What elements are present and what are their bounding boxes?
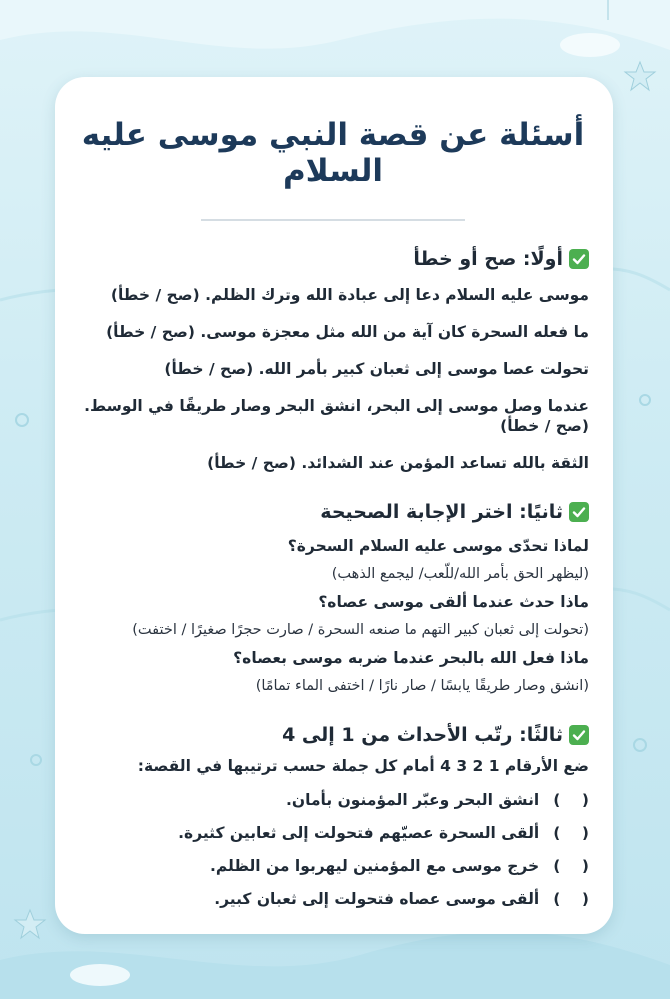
order-blank[interactable]: ( ) <box>553 791 589 809</box>
check-box-icon <box>569 502 589 522</box>
mc-question-3: ماذا فعل الله بالبحر عندما ضربه موسى بعصاه؟ <box>233 649 589 667</box>
tf-item-3: تحولت عصا موسى إلى ثعبان كبير بأمر الله. (صح / خطأ) <box>164 360 589 378</box>
mc-options-2: (تحولت إلى ثعبان كبير التهم ما صنعه السحرة / صارت حجرًا صغيرًا / اختفت) <box>132 622 589 638</box>
section-2-title: ثانيًا: اختر الإجابة الصحيحة <box>320 501 563 523</box>
order-blank[interactable]: ( ) <box>553 890 589 908</box>
ordering-item <box>77 823 589 843</box>
ordering-item-text: ألقى السحرة عصيّهم فتحولت إلى ثعابين كثيرة. <box>178 824 540 842</box>
section-2-heading <box>77 501 589 523</box>
mc-question-2: ماذا حدث عندما ألقى موسى عصاه؟ <box>318 593 589 611</box>
section-3-heading <box>77 724 589 746</box>
check-box-icon <box>569 725 589 745</box>
mc-options-3: (انشق وصار طريقًا يابسًا / صار نارًا / اختفى الماء تمامًا) <box>255 678 589 694</box>
check-box-icon <box>569 249 589 269</box>
tf-item-5: الثقة بالله تساعد المؤمن عند الشدائد. (صح / خطأ) <box>207 454 589 472</box>
ordering-item <box>77 790 589 810</box>
worksheet-card <box>55 77 613 934</box>
ordering-item-text: ألقى موسى عصاه فتحولت إلى ثعبان كبير. <box>214 890 540 908</box>
ordering-item <box>77 889 589 909</box>
order-blank[interactable]: ( ) <box>553 824 589 842</box>
section-true-false <box>77 248 589 473</box>
mc-question-1: لماذا تحدّى موسى عليه السلام السحرة؟ <box>287 537 589 555</box>
ordering-instruction: ضع الأرقام 1 2 3 4 أمام كل جملة حسب ترتيبها في القصة: <box>137 757 589 775</box>
tf-item-2: ما فعله السحرة كان آية من الله مثل معجزة موسى. (صح / خطأ) <box>106 323 589 341</box>
section-ordering <box>77 724 589 909</box>
mc-options-1: (ليظهر الحق بأمر الله/للّعب/ ليجمع الذهب) <box>331 566 589 582</box>
ordering-item-text: خرج موسى مع المؤمنين ليهربوا من الظلم. <box>209 857 540 875</box>
tf-item-4: عندما وصل موسى إلى البحر، انشق البحر وصار طريقًا في الوسط. (صح / خطأ) <box>84 397 589 435</box>
ordering-item-text: انشق البحر وعبّر المؤمنون بأمان. <box>286 791 540 809</box>
section-1-heading <box>77 248 589 270</box>
tf-item-1: موسى عليه السلام دعا إلى عبادة الله وترك الظلم. (صح / خطأ) <box>110 286 589 304</box>
section-multiple-choice <box>77 501 589 696</box>
section-1-title: أولًا: صح أو خطأ <box>413 248 563 270</box>
section-3-title: ثالثًا: رتّب الأحداث من 1 إلى 4 <box>282 724 563 746</box>
page-title: أسئلة عن قصة النبي موسى عليه السلام <box>81 117 585 189</box>
title-divider <box>201 219 465 221</box>
ordering-item <box>77 856 589 876</box>
order-blank[interactable]: ( ) <box>553 857 589 875</box>
